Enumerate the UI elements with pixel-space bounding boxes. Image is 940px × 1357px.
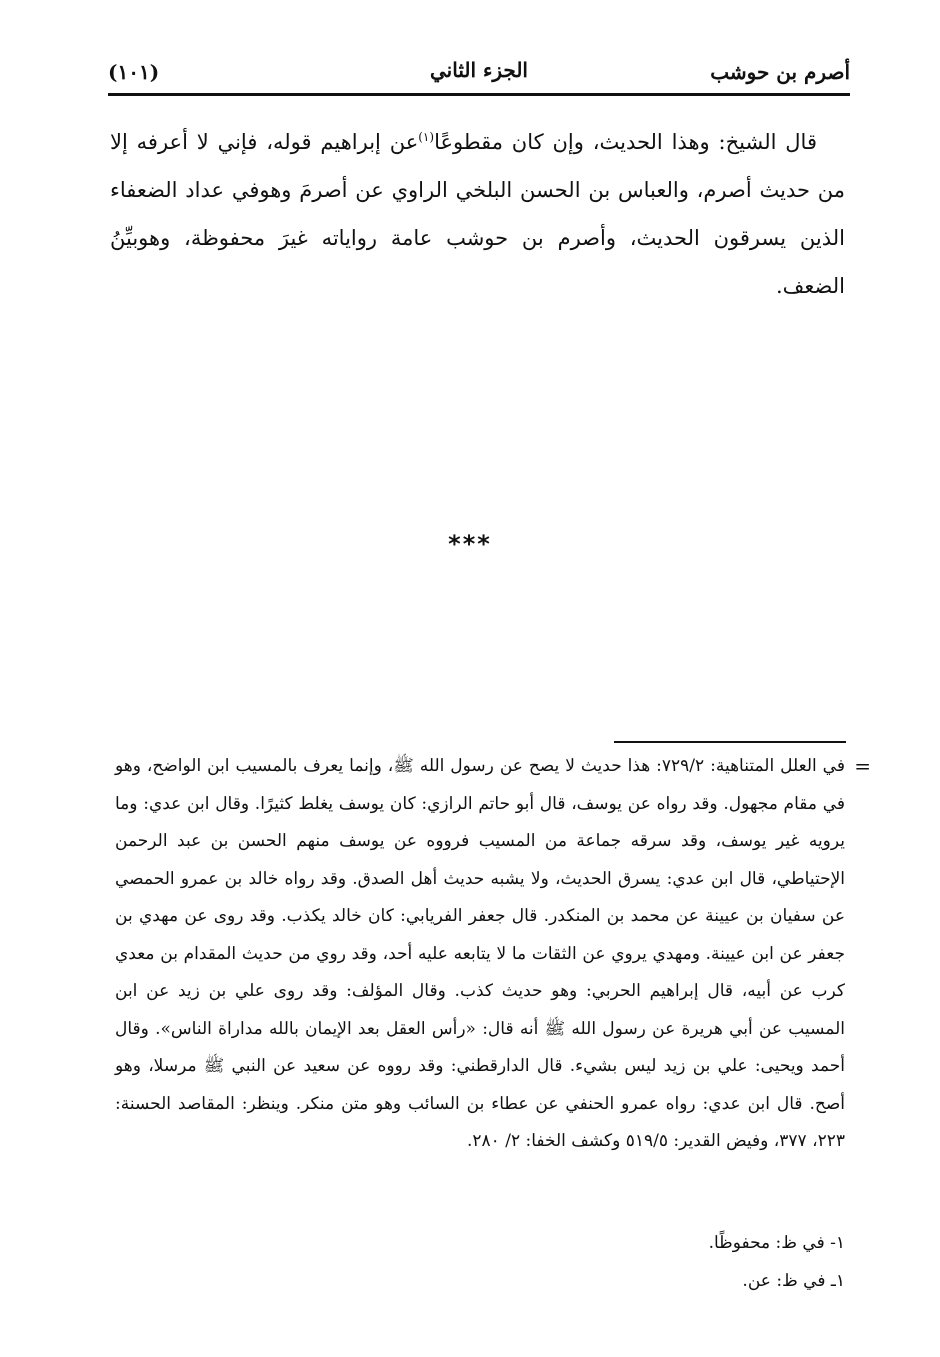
footnote-continuation — [115, 748, 871, 1161]
running-header — [108, 58, 850, 92]
page-number: (١٠١) — [108, 60, 160, 84]
section-separator: *** — [448, 530, 492, 558]
footnote-item: ١ـ في ظ: عن. — [742, 1271, 845, 1291]
main-paragraph-part-1: قال الشيخ: وهذا الحديث، وإن كان مقطوعًا — [434, 130, 817, 154]
footnote-continuation-text: في العلل المتناهية: ٧٢٩/٢: هذا حديث لا يصح عن رسول الله ﷺ، وإنما يعرف بالمسيب ابن الواضح، وهو في مقام مجهول. وقد رواه عن يوسف، قال أبو حاتم الرازي: كان يوسف يغلط كثيرًا. وقال ابن عدي: وما يرويه غير يوسف، وقد سرقه جماعة من المسيب فرووه عن يوسف منهم الحسن بن عبد الرحمن الإحتياطي، قال ابن عدي: يسرق الحديث، ولا يشبه حديث أهل الصدق. وقد رواه خالد بن عمرو الحمصي عن سفيان بن عيينة عن محمد بن المنكدر. قال جعفر الفريابي: كان خالد يكذب. وقد روى عن مهدي بن جعفر عن ابن عيينة. ومهدي يروي عن الثقات ما لا يتابعه عليه أحد، وقد روي من حديث المقدام بن معدي كرب عن أبيه، قال إبراهيم الحربي: وهو حديث كذب. وقال المؤلف: وقد روى علي بن زيد عن ابن المسيب عن أبي هريرة عن رسول الله ﷺ أنه قال: «رأس العقل بعد الإيمان بالله مداراة الناس». وقال أحمد ويحيى: علي بن زيد ليس بشيء. قال الدارقطني: وقد رووه عن سعيد عن النبي ﷺ مرسلا، وهو أصح. قال ابن عدي: رواه عمرو الحنفي عن عطاء بن السائب وهو متن منكر. وينظر: المقاصد الحسنة: ٢٢٣، ٣٧٧، وفيض القدير: ٥١٩/٥ وكشف الخفا: ٢/ ٢٨٠. — [115, 756, 845, 1151]
main-text — [110, 118, 845, 310]
main-paragraph-part-2: عن إبراهيم قوله، فإني لا أعرفه إلا من حديث أصرم، والعباس بن الحسن البلخي الراوي عن أصرمَ وهوفي عداد الضعفاء الذين يسرقون الحديث، وأصرم بن حوشب عامة رواياته غيرَ محفوظة، وهوبيِّنُ الضعف. — [110, 130, 845, 298]
footnote-reference: (١) — [418, 130, 435, 144]
main-paragraph — [110, 118, 845, 310]
footnote-item: ١- في ظ: محفوظًا. — [708, 1233, 845, 1253]
continuation-mark: = — [854, 754, 871, 778]
header-chapter-title: أصرم بن حوشب — [710, 60, 850, 84]
header-volume-title: الجزء الثاني — [430, 58, 528, 82]
footnote-rule — [614, 741, 846, 743]
header-rule — [108, 93, 850, 96]
footnote-list — [709, 1224, 845, 1300]
